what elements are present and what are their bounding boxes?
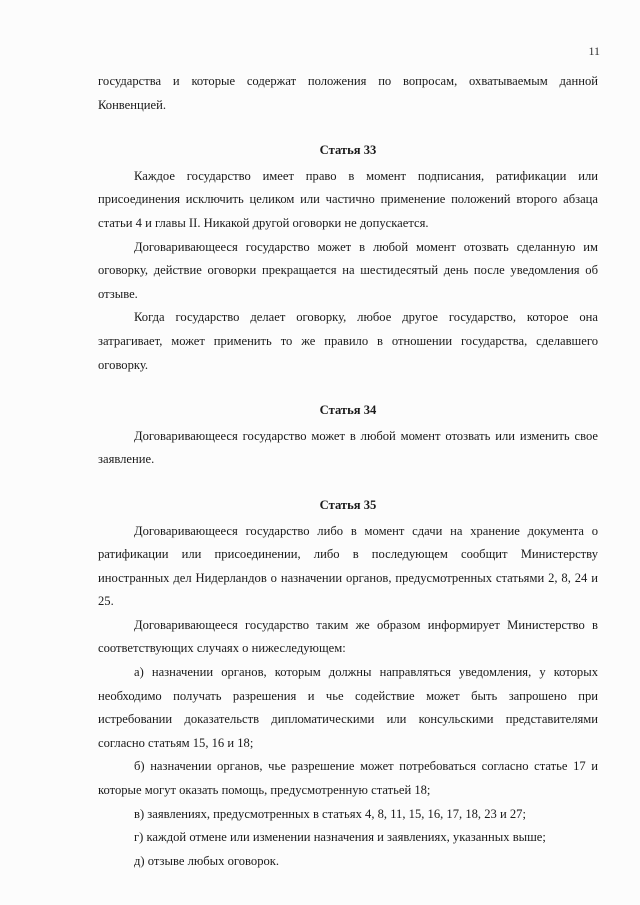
article-35-list-item-c: в) заявлениях, предусмотренных в статьях 4, 8, 11, 15, 16, 17, 18, 23 и 27;	[134, 806, 526, 821]
article-34-paragraph-1: Договаривающееся государство может в любой момент отозвать или изменить свое заявление.	[98, 428, 598, 467]
article-35-list-item-d: г) каждой отмене или изменении назначения и заявлениях, указанных выше;	[134, 830, 546, 845]
article-35-paragraph-2: Договаривающееся государство таким же образом информирует Министерство в соответствующих случаях о нижеследующем:	[98, 617, 598, 656]
article-33-paragraph-2: Договаривающееся государство может в любой момент отозвать сделанную им оговорку, действие оговорки прекращается на шестидесятый день после уведомления об отзыве.	[98, 239, 598, 301]
article-35-list-item-e: д) отзыве любых оговорок.	[134, 853, 280, 868]
page-number: 11	[588, 44, 600, 58]
article-35-heading: Статья 35	[319, 497, 377, 512]
article-33-heading: Статья 33	[319, 143, 377, 158]
article-33-paragraph-1: Каждое государство имеет право в момент подписания, ратификации или присоединения исключить целиком или частично применение положений второго абзаца статьи 4 и главы II. Никакой другой оговорки не допускается.	[98, 168, 598, 230]
continuation-paragraph: государства и которые содержат положения по вопросам, охватываемым данной Конвенцией.	[98, 74, 598, 112]
article-33-paragraph-3: Когда государство делает оговорку, любое другое государство, которое она затрагивает, может применить то же правило в отношении государства, сделавшего оговорку.	[98, 310, 598, 372]
article-35-paragraph-1: Договаривающееся государство либо в момент сдачи на хранение документа о ратификации или присоединении, либо в последующем сообщит Министерству иностранных дел Нидерландов о назначении органов, предусмотренных статьями 2, 8, 24 и 25.	[98, 523, 598, 609]
document-body	[98, 70, 598, 873]
article-34-heading: Статья 34	[319, 403, 377, 418]
article-35-list-item-a: а) назначении органов, которым должны направляться уведомления, у которых необходимо получать разрешения и чье содействие может быть запрошено при истребовании доказательств дипломатическими или консульскими представителями согласно статьям 15, 16 и 18;	[98, 665, 598, 750]
article-35-list-item-b: б) назначении органов, чье разрешение может потребоваться согласно статье 17 и которые могут оказать помощь, предусмотренную статьей 18;	[98, 759, 598, 798]
